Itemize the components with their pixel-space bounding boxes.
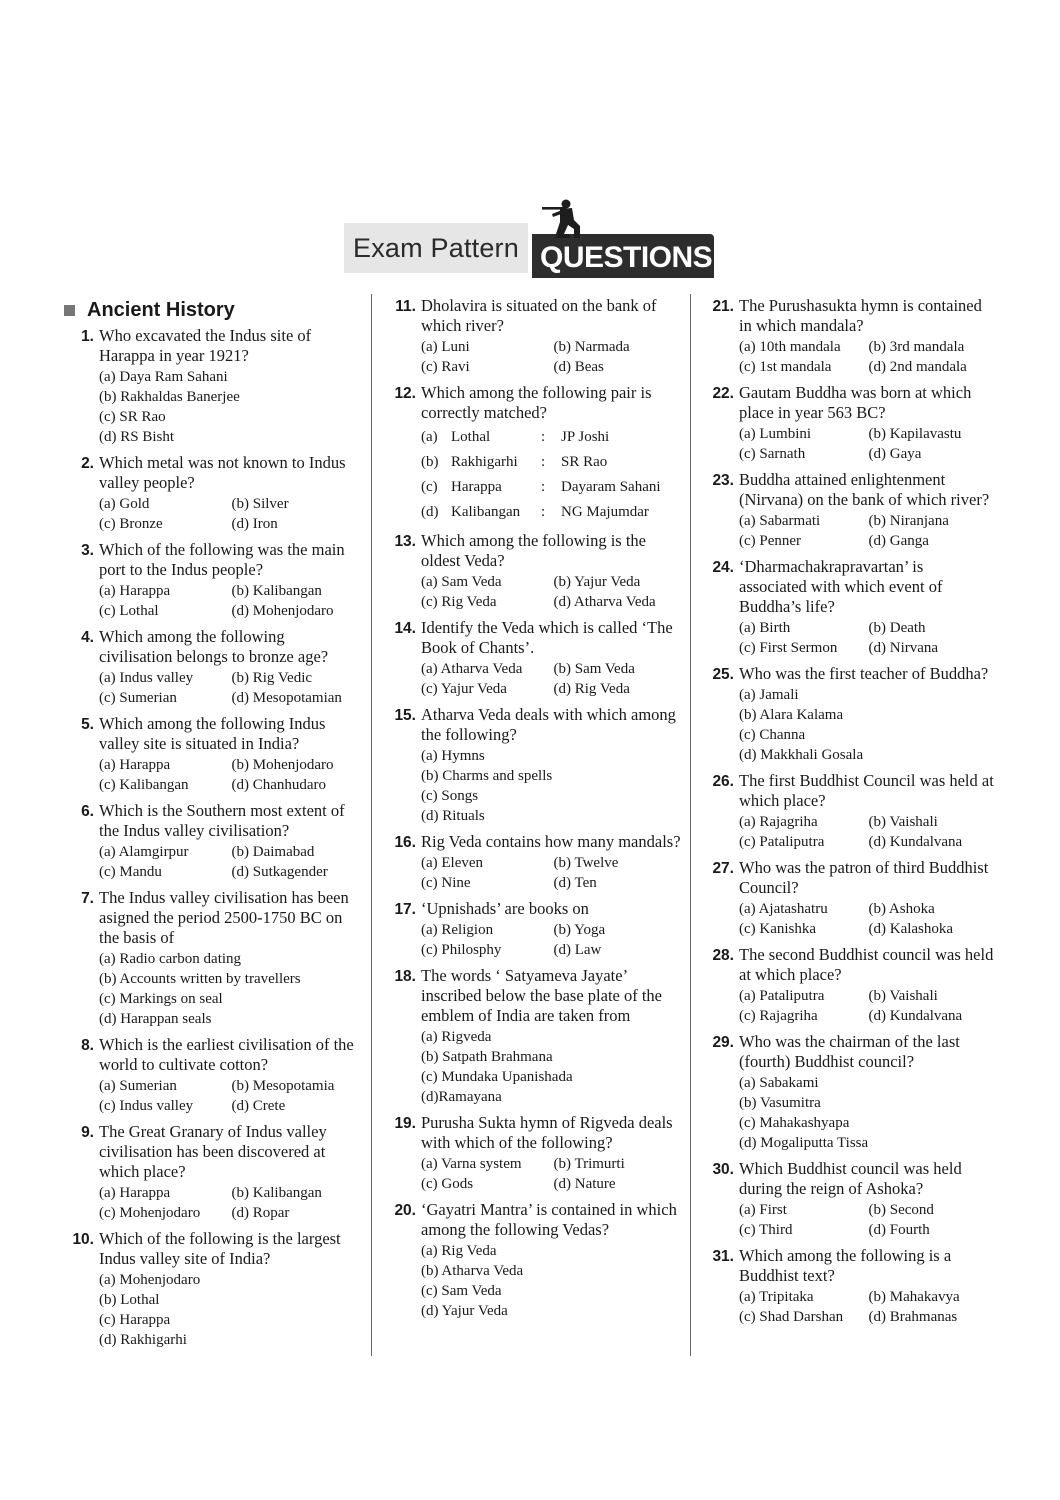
question-text: Which among the following is the oldest Veda? — [421, 531, 646, 570]
answer-options — [739, 618, 994, 658]
answer-option: (c) Kalibangan — [99, 777, 189, 793]
answer-option: (a) Sam Veda — [421, 574, 502, 590]
answer-option: (c) Lothal — [99, 603, 159, 619]
answer-options — [421, 853, 682, 893]
answer-option: (d) 2nd mandala — [868, 359, 967, 375]
answer-option: (b) Lothal — [99, 1292, 160, 1308]
question-item — [704, 945, 994, 1026]
question-item — [704, 470, 994, 551]
pair-option-letter: (b) — [421, 454, 439, 470]
answer-option: (d) Ganga — [868, 533, 929, 549]
answer-option: (b) Narmada — [553, 339, 630, 355]
question-item — [386, 832, 682, 893]
exam-pattern-banner — [344, 214, 720, 284]
question-text: Which of the following was the main port to the Indus people? — [99, 540, 345, 579]
question-text: Buddha attained enlightenment (Nirvana) on the bank of which river? — [739, 470, 990, 509]
answer-option: (d) Ten — [553, 875, 597, 891]
answer-option: (a) Religion — [421, 922, 494, 938]
pair-person: SR Rao — [561, 454, 608, 470]
answer-option: (d) Gaya — [868, 446, 922, 462]
answer-options — [99, 949, 360, 1029]
pair-separator: : — [541, 479, 546, 495]
question-item — [64, 627, 360, 708]
banner-exam-pattern-label: Exam Pattern — [344, 223, 528, 273]
banner-questions-label: QUESTIONS — [540, 241, 713, 274]
answer-options — [739, 1200, 994, 1240]
answer-option: (c) Nine — [421, 875, 471, 891]
answer-option: (a) First — [739, 1202, 787, 1218]
question-text: The Great Granary of Indus valley civilisation has been discovered at which place? — [99, 1122, 327, 1181]
answer-option: (b) Ashoka — [868, 901, 935, 917]
question-number: 7. — [81, 890, 94, 907]
answer-option: (d) Rituals — [421, 808, 485, 824]
question-text: Which metal was not known to Indus valley people? — [99, 453, 346, 492]
question-text: The first Buddhist Council was held at which place? — [739, 771, 994, 810]
answer-option: (d) Kundalvana — [868, 1008, 963, 1024]
answer-options — [739, 1287, 994, 1327]
answer-option: (b) Silver — [231, 496, 289, 512]
answer-options — [99, 842, 360, 882]
pair-option-letter: (a) — [421, 429, 438, 445]
question-number: 31. — [712, 1248, 734, 1265]
question-item — [704, 771, 994, 852]
answer-option: (b) Yoga — [553, 922, 606, 938]
question-number: 1. — [81, 328, 94, 345]
answer-options — [99, 1270, 360, 1350]
answer-option: (b) Yajur Veda — [553, 574, 641, 590]
question-number: 29. — [712, 1034, 734, 1051]
column-divider-2 — [690, 294, 691, 1356]
answer-option: (a) Atharva Veda — [421, 661, 523, 677]
answer-option: (c) Rig Veda — [421, 594, 497, 610]
answer-option: (b) Niranjana — [868, 513, 949, 529]
answer-options — [99, 755, 360, 795]
question-number: 3. — [81, 542, 94, 559]
question-item — [64, 453, 360, 534]
answer-option: (c) Pataliputra — [739, 834, 825, 850]
question-item — [704, 858, 994, 939]
match-pair-row — [421, 450, 682, 475]
answer-option: (c) Songs — [421, 788, 479, 804]
pair-person: JP Joshi — [561, 429, 610, 445]
question-item — [704, 1159, 994, 1240]
question-number: 12. — [394, 385, 416, 402]
question-item — [64, 326, 360, 447]
question-number: 26. — [712, 773, 734, 790]
question-item — [704, 1032, 994, 1153]
answer-option: (a) Sabakami — [739, 1075, 819, 1091]
answer-options — [99, 668, 360, 708]
question-text: Purusha Sukta hymn of Rigveda deals with which of the following? — [421, 1113, 673, 1152]
question-number: 24. — [712, 559, 734, 576]
question-column-1 — [64, 296, 360, 1356]
answer-option: (a) Rajagriha — [739, 814, 818, 830]
answer-option: (b) Second — [868, 1202, 934, 1218]
answer-option: (c) Yajur Veda — [421, 681, 507, 697]
question-item — [386, 966, 682, 1107]
answer-options — [421, 1154, 682, 1194]
match-pair-row — [421, 475, 682, 500]
answer-option: (c) 1st mandala — [739, 359, 832, 375]
question-text: Rig Veda contains how many mandals? — [421, 832, 681, 851]
answer-option: (b) Charms and spells — [421, 768, 553, 784]
answer-option: (b) Atharva Veda — [421, 1263, 524, 1279]
question-item — [704, 557, 994, 658]
answer-option: (b) Accounts written by travellers — [99, 971, 301, 987]
question-item — [64, 888, 360, 1029]
answer-option: (d) Mesopotamian — [231, 690, 342, 706]
question-number: 16. — [394, 834, 416, 851]
answer-option: (d) Law — [553, 942, 602, 958]
question-item — [386, 1200, 682, 1321]
answer-option: (c) Gods — [421, 1176, 474, 1192]
answer-option: (b) Rakhaldas Banerjee — [99, 389, 240, 405]
answer-options — [99, 1076, 360, 1116]
section-title: Ancient History — [87, 298, 235, 321]
answer-option: (b) Mohenjodaro — [231, 757, 334, 773]
question-text: Which is the Southern most extent of the Indus valley civilisation? — [99, 801, 345, 840]
pair-separator: : — [541, 429, 546, 445]
question-number: 5. — [81, 716, 94, 733]
question-text: Which among the following civilisation belongs to bronze age? — [99, 627, 329, 666]
answer-option: (c) Bronze — [99, 516, 163, 532]
pair-option-letter: (c) — [421, 479, 438, 495]
question-text: ‘Upnishads’ are books on — [421, 899, 589, 918]
question-number: 15. — [394, 707, 416, 724]
answer-option: (a) Varna system — [421, 1156, 522, 1172]
question-number: 25. — [712, 666, 734, 683]
answer-option: (d) Nirvana — [868, 640, 939, 656]
answer-option: (c) Mahakashyapa — [739, 1115, 850, 1131]
question-number: 8. — [81, 1037, 94, 1054]
question-item — [704, 383, 994, 464]
square-bullet-icon — [64, 305, 75, 316]
answer-option: (a) Radio carbon dating — [99, 951, 242, 967]
answer-option: (a) Pataliputra — [739, 988, 825, 1004]
question-number: 9. — [81, 1124, 94, 1141]
match-pair-row — [421, 425, 682, 450]
question-text: ‘Dharmachakrapravartan’ is associated with which event of Buddha’s life? — [739, 557, 943, 616]
question-text: Who was the patron of third Buddhist Council? — [739, 858, 989, 897]
question-number: 17. — [394, 901, 416, 918]
pair-site: Rakhigarhi — [451, 454, 518, 470]
question-item — [386, 1113, 682, 1194]
answer-option: (d) Mogaliputta Tissa — [739, 1135, 869, 1151]
answer-option: (c) Philosphy — [421, 942, 502, 958]
pair-site: Lothal — [451, 429, 491, 445]
answer-option: (a) Ajatashatru — [739, 901, 828, 917]
answer-option: (d) Kundalvana — [868, 834, 963, 850]
answer-options — [739, 899, 994, 939]
answer-options — [99, 1183, 360, 1223]
question-item — [64, 540, 360, 621]
question-text: Who excavated the Indus site of Harappa in year 1921? — [99, 326, 312, 365]
question-text: Gautam Buddha was born at which place in year 563 BC? — [739, 383, 972, 422]
question-number: 2. — [81, 455, 94, 472]
answer-option: (a) Harappa — [99, 583, 171, 599]
question-text: Identify the Veda which is called ‘The Book of Chants’. — [421, 618, 673, 657]
answer-option: (b) Sam Veda — [553, 661, 635, 677]
answer-option: (d) Fourth — [868, 1222, 930, 1238]
answer-option: (d) Atharva Veda — [553, 594, 656, 610]
answer-options — [739, 685, 994, 765]
answer-option: (d) Crete — [231, 1098, 286, 1114]
soldier-icon — [540, 198, 596, 240]
answer-option: (c) Channa — [739, 727, 806, 743]
question-item — [386, 618, 682, 699]
answer-option: (a) Lumbini — [739, 426, 812, 442]
answer-option: (d) Brahmanas — [868, 1309, 958, 1325]
answer-option: (c) Sam Veda — [421, 1283, 502, 1299]
question-item — [64, 714, 360, 795]
answer-option: (c) Indus valley — [99, 1098, 194, 1114]
answer-option: (d) Iron — [231, 516, 278, 532]
answer-options — [421, 337, 682, 377]
answer-option: (c) Third — [739, 1222, 793, 1238]
answer-option: (c) First Sermon — [739, 640, 838, 656]
answer-option: (d) Ropar — [231, 1205, 290, 1221]
question-column-2 — [386, 296, 682, 1327]
answer-options — [421, 659, 682, 699]
pair-separator: : — [541, 454, 546, 470]
question-number: 4. — [81, 629, 94, 646]
question-item — [704, 296, 994, 377]
answer-options — [99, 581, 360, 621]
question-number: 23. — [712, 472, 734, 489]
answer-option: (c) Sumerian — [99, 690, 177, 706]
question-text: Dholavira is situated on the bank of which river? — [421, 296, 657, 335]
answer-option: (a) Sabarmati — [739, 513, 821, 529]
question-text: The words ‘ Satyameva Jayate’ inscribed below the base plate of the emblem of India are taken from — [421, 966, 662, 1025]
answer-options — [739, 424, 994, 464]
column-divider-1 — [371, 294, 372, 1356]
question-text: Which among the following Indus valley site is situated in India? — [99, 714, 326, 753]
question-item — [64, 1035, 360, 1116]
question-text: Which of the following is the largest Indus valley site of India? — [99, 1229, 341, 1268]
answer-option: (b) Mesopotamia — [231, 1078, 335, 1094]
answer-option: (d) Sutkagender — [231, 864, 328, 880]
answer-option: (b) Vasumitra — [739, 1095, 821, 1111]
answer-option: (d) RS Bisht — [99, 429, 175, 445]
answer-option: (d)Ramayana — [421, 1089, 502, 1105]
answer-option: (a) Hymns — [421, 748, 485, 764]
answer-options — [421, 746, 682, 826]
answer-option: (d) Chanhudaro — [231, 777, 327, 793]
question-text: The Purushasukta hymn is contained in which mandala? — [739, 296, 982, 335]
answer-options — [99, 494, 360, 534]
question-item — [386, 383, 682, 525]
answer-option: (d) Makkhali Gosala — [739, 747, 864, 763]
answer-options — [421, 1241, 682, 1321]
question-number: 10. — [72, 1231, 94, 1248]
question-item — [704, 664, 994, 765]
answer-option: (d) Mohenjodaro — [231, 603, 334, 619]
question-item — [386, 899, 682, 960]
answer-option: (c) Rajagriha — [739, 1008, 818, 1024]
section-heading — [64, 296, 360, 324]
pair-person: Dayaram Sahani — [561, 479, 661, 495]
answer-option: (d) Rakhigarhi — [99, 1332, 187, 1348]
pair-site: Harappa — [451, 479, 502, 495]
answer-option: (d) Kalashoka — [868, 921, 954, 937]
answer-option: (c) Ravi — [421, 359, 470, 375]
question-number: 19. — [394, 1115, 416, 1132]
answer-option: (a) Birth — [739, 620, 791, 636]
pair-option-letter: (d) — [421, 504, 439, 520]
answer-option: (b) Alara Kalama — [739, 707, 844, 723]
question-number: 22. — [712, 385, 734, 402]
answer-options — [99, 367, 360, 447]
question-text: Which is the earliest civilisation of the world to cultivate cotton? — [99, 1035, 354, 1074]
answer-options — [739, 812, 994, 852]
answer-option: (b) Kalibangan — [231, 1185, 322, 1201]
question-text: Which among the following is a Buddhist text? — [739, 1246, 952, 1285]
answer-option: (c) Shad Darshan — [739, 1309, 844, 1325]
question-number: 21. — [712, 298, 734, 315]
pair-site: Kalibangan — [451, 504, 521, 520]
answer-option: (c) SR Rao — [99, 409, 166, 425]
question-item — [64, 1229, 360, 1350]
answer-options — [739, 337, 994, 377]
question-item — [386, 705, 682, 826]
answer-option: (a) Indus valley — [99, 670, 194, 686]
answer-option: (a) Daya Ram Sahani — [99, 369, 228, 385]
answer-option: (a) Rigveda — [421, 1029, 492, 1045]
question-number: 18. — [394, 968, 416, 985]
answer-option: (c) Kanishka — [739, 921, 817, 937]
answer-options — [421, 920, 682, 960]
answer-options — [421, 1027, 682, 1107]
answer-option: (a) Alamgirpur — [99, 844, 189, 860]
answer-option: (b) Kapilavastu — [868, 426, 962, 442]
answer-option: (b) 3rd mandala — [868, 339, 965, 355]
answer-option: (b) Twelve — [553, 855, 619, 871]
question-text: Atharva Veda deals with which among the following? — [421, 705, 676, 744]
answer-option: (b) Mahakavya — [868, 1289, 960, 1305]
answer-option: (a) Rig Veda — [421, 1243, 497, 1259]
answer-options — [739, 986, 994, 1026]
match-pair-row — [421, 500, 682, 525]
question-number: 30. — [712, 1161, 734, 1178]
answer-options — [739, 1073, 994, 1153]
answer-option: (a) Sumerian — [99, 1078, 177, 1094]
question-text: Who was the chairman of the last (fourth) Buddhist council? — [739, 1032, 960, 1071]
answer-option: (c) Mandu — [99, 864, 162, 880]
question-text: Which among the following pair is correctly matched? — [421, 383, 652, 422]
question-text: Which Buddhist council was held during the reign of Ashoka? — [739, 1159, 962, 1198]
question-column-3 — [704, 296, 994, 1333]
answer-option: (b) Trimurti — [553, 1156, 625, 1172]
answer-option: (d) Nature — [553, 1176, 616, 1192]
answer-option: (b) Kalibangan — [231, 583, 322, 599]
answer-options — [739, 511, 994, 551]
answer-option: (b) Rig Vedic — [231, 670, 313, 686]
answer-option: (c) Mohenjodaro — [99, 1205, 201, 1221]
answer-option: (b) Death — [868, 620, 926, 636]
answer-option: (c) Sarnath — [739, 446, 806, 462]
answer-option: (b) Daimabad — [231, 844, 315, 860]
pair-person: NG Majumdar — [561, 504, 649, 520]
question-text: The Indus valley civilisation has been asigned the period 2500-1750 BC on the basis of — [99, 888, 349, 947]
question-text: The second Buddhist council was held at which place? — [739, 945, 994, 984]
answer-option: (a) Jamali — [739, 687, 799, 703]
question-number: 27. — [712, 860, 734, 877]
question-item — [64, 1122, 360, 1223]
answer-option: (b) Vaishali — [868, 814, 938, 830]
answer-option: (c) Markings on seal — [99, 991, 223, 1007]
answer-option: (d) Yajur Veda — [421, 1303, 508, 1319]
question-number: 20. — [394, 1202, 416, 1219]
question-number: 28. — [712, 947, 734, 964]
question-text: ‘Gayatri Mantra’ is contained in which among the following Vedas? — [421, 1200, 677, 1239]
pair-separator: : — [541, 504, 546, 520]
answer-option: (c) Harappa — [99, 1312, 171, 1328]
answer-options — [421, 572, 682, 612]
answer-option: (d) Rig Veda — [553, 681, 630, 697]
answer-option: (a) Eleven — [421, 855, 484, 871]
answer-option: (a) Luni — [421, 339, 470, 355]
match-pairs — [421, 425, 682, 525]
answer-option: (a) Gold — [99, 496, 150, 512]
question-item — [704, 1246, 994, 1327]
answer-option: (c) Mundaka Upanishada — [421, 1069, 573, 1085]
question-number: 13. — [394, 533, 416, 550]
answer-option: (d) Beas — [553, 359, 604, 375]
question-text: Who was the first teacher of Buddha? — [739, 664, 989, 683]
question-item — [64, 801, 360, 882]
answer-option: (a) Harappa — [99, 757, 171, 773]
banner-questions-box — [532, 234, 714, 278]
answer-option: (b) Satpath Brahmana — [421, 1049, 553, 1065]
answer-option: (a) Mohenjodaro — [99, 1272, 201, 1288]
answer-option: (b) Vaishali — [868, 988, 938, 1004]
answer-option: (d) Harappan seals — [99, 1011, 212, 1027]
answer-option: (c) Penner — [739, 533, 802, 549]
question-item — [386, 296, 682, 377]
question-number: 6. — [81, 803, 94, 820]
question-item — [386, 531, 682, 612]
question-number: 11. — [395, 298, 416, 315]
answer-option: (a) Harappa — [99, 1185, 171, 1201]
question-number: 14. — [394, 620, 416, 637]
answer-option: (a) Tripitaka — [739, 1289, 814, 1305]
answer-option: (a) 10th mandala — [739, 339, 841, 355]
